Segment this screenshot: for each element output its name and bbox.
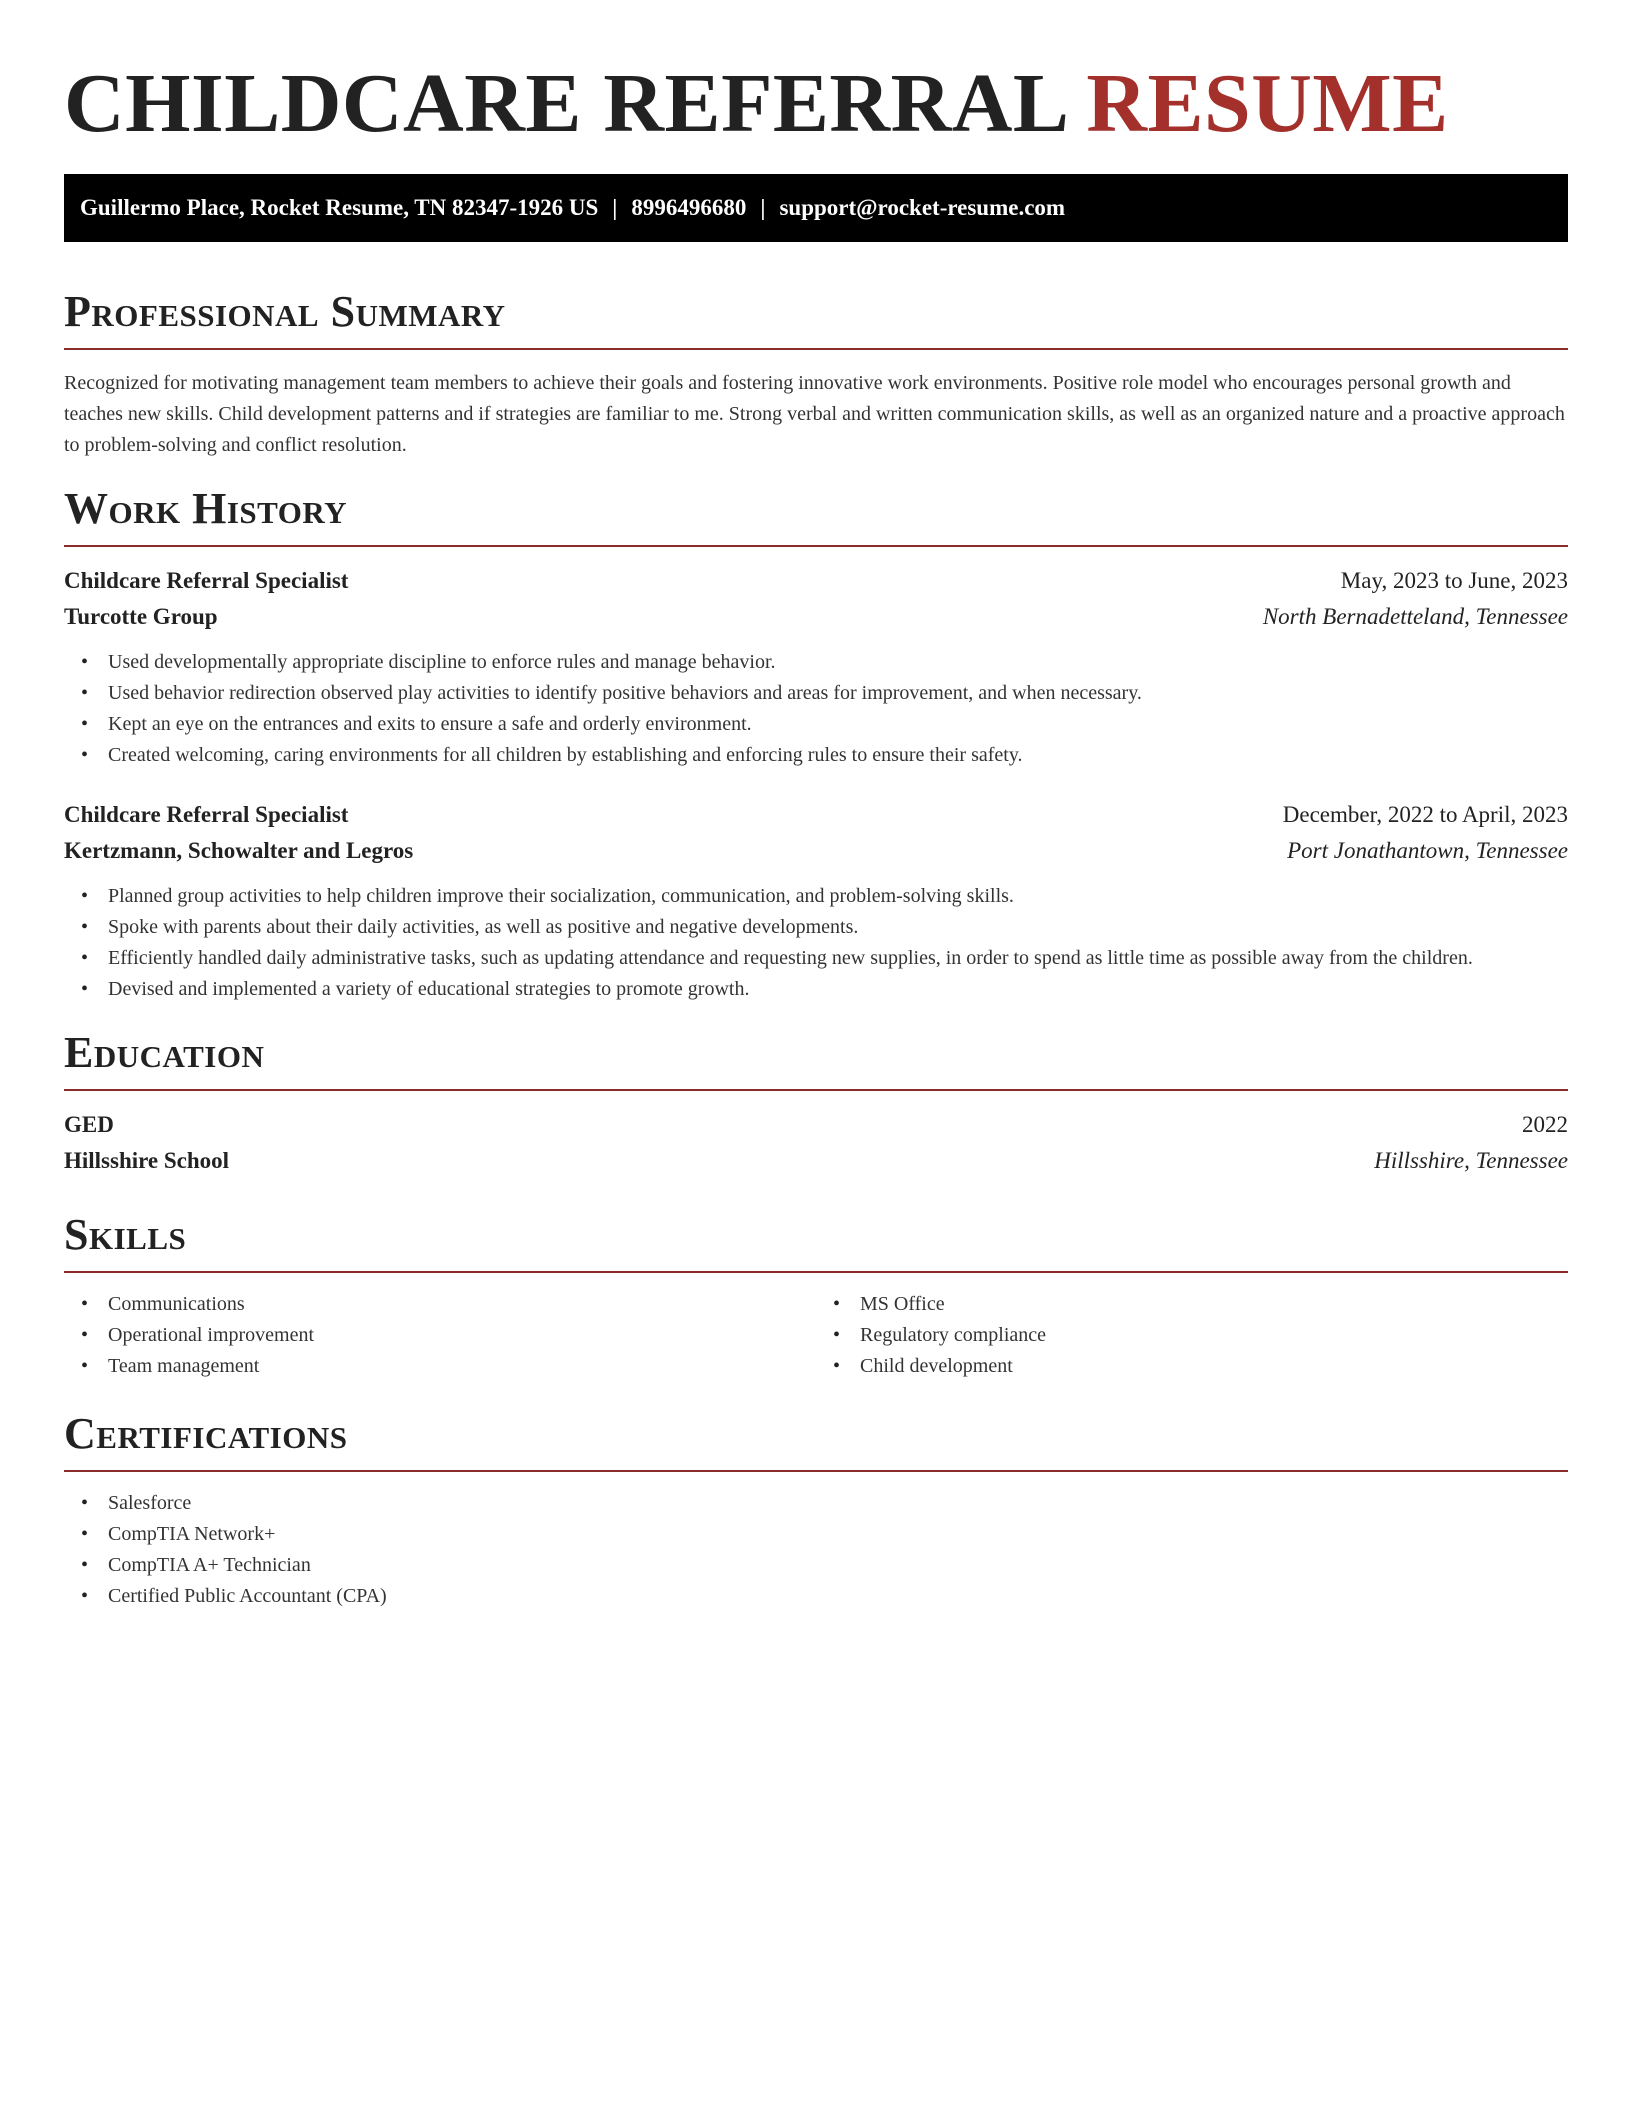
education-year: 2022 <box>1522 1112 1568 1137</box>
job-company: Turcotte Group <box>64 604 218 629</box>
job-location: North Bernadetteland, Tennessee <box>1262 604 1568 629</box>
job-header-row <box>64 563 1568 599</box>
summary-section <box>64 286 1568 461</box>
skills-section <box>64 1209 1568 1382</box>
job-company-row <box>64 599 1568 635</box>
list-item: • Communications <box>108 1289 816 1320</box>
section-title-education: Education <box>64 1028 265 1077</box>
list-item: • MS Office <box>860 1289 1568 1320</box>
job-position: Childcare Referral Specialist <box>64 802 349 827</box>
job-location: Port Jonathantown, Tennessee <box>1287 838 1568 863</box>
education-section <box>64 1027 1568 1179</box>
contact-separator: | <box>612 195 618 220</box>
list-item: • Operational improvement <box>108 1320 816 1351</box>
list-item: • Certified Public Accountant (CPA) <box>108 1581 1568 1612</box>
list-item: • Planned group activities to help children improve their socialization, communication, and problem-solving skills. <box>108 881 1568 912</box>
job-company: Kertzmann, Schowalter and Legros <box>64 838 414 863</box>
section-title-work-history: Work History <box>64 484 348 533</box>
job-entry <box>64 563 1568 771</box>
contact-address: Guillermo Place, Rocket Resume, TN 82347-1926 US <box>80 195 599 220</box>
section-title-certifications: Certifications <box>64 1409 348 1458</box>
section-divider <box>64 1470 1568 1472</box>
list-item: • Team management <box>108 1351 816 1382</box>
education-degree-row <box>64 1107 1568 1143</box>
list-item: • CompTIA Network+ <box>108 1519 1568 1550</box>
contact-bar <box>64 174 1568 242</box>
job-dates: May, 2023 to June, 2023 <box>1340 568 1568 593</box>
section-divider <box>64 348 1568 350</box>
list-item: • Regulatory compliance <box>860 1320 1568 1351</box>
education-school-row <box>64 1143 1568 1179</box>
education-location: Hillsshire, Tennessee <box>1374 1148 1568 1173</box>
contact-email: support@rocket-resume.com <box>779 195 1066 220</box>
education-degree: GED <box>64 1112 114 1137</box>
summary-text: Recognized for motivating management team members to achieve their goals and fostering innovative work environments. Positive role model who encourages personal growth and teaches new skills. Child development patterns and if strategies are familiar to me. Strong verbal and written communication skills, as well as an organized nature and a proactive approach to problem-solving and conflict resolution. <box>64 372 1565 456</box>
list-item: • Kept an eye on the entrances and exits to ensure a safe and orderly environment. <box>108 709 1568 740</box>
list-item: • Used behavior redirection observed play activities to identify positive behaviors and areas for improvement, and when necessary. <box>108 678 1568 709</box>
skills-column-left <box>64 1289 816 1382</box>
list-item: • CompTIA A+ Technician <box>108 1550 1568 1581</box>
contact-phone: 8996496680 <box>631 195 747 220</box>
education-entry <box>64 1107 1568 1179</box>
job-header-row <box>64 797 1568 833</box>
skills-column-right <box>816 1289 1568 1382</box>
work-history-section <box>64 483 1568 1005</box>
list-item: • Devised and implemented a variety of educational strategies to promote growth. <box>108 974 1568 1005</box>
skills-grid <box>64 1289 1568 1382</box>
job-position: Childcare Referral Specialist <box>64 568 349 593</box>
education-school: Hillsshire School <box>64 1148 230 1173</box>
section-title-skills: Skills <box>64 1210 187 1259</box>
job-entry <box>64 797 1568 1005</box>
list-item: • Salesforce <box>108 1488 1568 1519</box>
contact-separator: | <box>760 195 766 220</box>
job-bullet-list <box>64 647 1568 771</box>
section-divider <box>64 1089 1568 1091</box>
resume-title-accent: RESUME <box>1086 57 1449 150</box>
list-item: • Child development <box>860 1351 1568 1382</box>
section-divider <box>64 1271 1568 1273</box>
list-item: • Efficiently handled daily administrative tasks, such as updating attendance and requesting new supplies, in order to spend as little time as possible away from the children. <box>108 943 1568 974</box>
job-dates: December, 2022 to April, 2023 <box>1282 802 1568 827</box>
job-bullet-list <box>64 881 1568 1005</box>
section-title-summary: Professional Summary <box>64 287 506 336</box>
list-item: • Created welcoming, caring environments for all children by establishing and enforcing rules to ensure their safety. <box>108 740 1568 771</box>
resume-title <box>64 0 1568 150</box>
job-company-row <box>64 833 1568 869</box>
section-divider <box>64 545 1568 547</box>
list-item: • Spoke with parents about their daily activities, as well as positive and negative developments. <box>108 912 1568 943</box>
certifications-section <box>64 1408 1568 1612</box>
list-item: • Used developmentally appropriate discipline to enforce rules and manage behavior. <box>108 647 1568 678</box>
resume-title-main: CHILDCARE REFERRAL <box>64 57 1065 150</box>
certifications-list <box>64 1488 1568 1612</box>
